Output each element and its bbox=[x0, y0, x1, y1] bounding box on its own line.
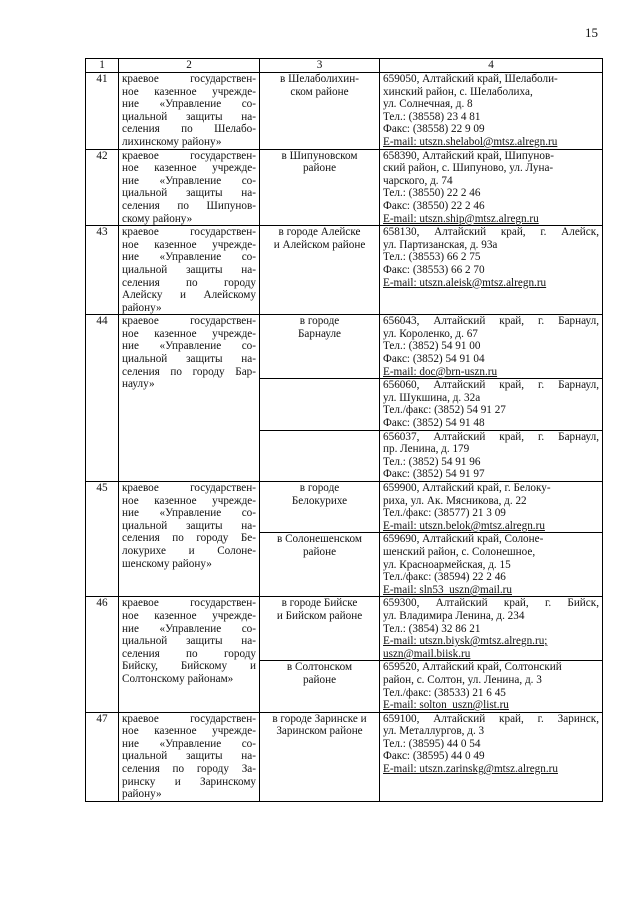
row-number: 43 bbox=[86, 226, 119, 315]
district-line: Заринском районе bbox=[276, 725, 363, 738]
email-link[interactable]: E-mail: utszn.zarinskg@mtsz.alregn.ru bbox=[383, 763, 558, 776]
organization-line: скому району» bbox=[122, 212, 193, 225]
table-row bbox=[86, 482, 603, 533]
organization-line: селения по городу Бар- bbox=[122, 365, 256, 378]
row-number: 47 bbox=[86, 712, 119, 801]
district-cell bbox=[260, 597, 380, 661]
row-number: 46 bbox=[86, 597, 119, 712]
organization-line: циальной защиты на- bbox=[122, 263, 256, 276]
address-line: ул. Солнечная, д. 8 bbox=[383, 98, 473, 111]
organization-line: селения по городу За- bbox=[122, 763, 256, 776]
address-line: хинский район, с. Шелаболиха, bbox=[383, 85, 533, 98]
address-line: 656037, Алтайский край, г. Барнаул, bbox=[383, 430, 599, 443]
table-body bbox=[86, 73, 603, 802]
organization-line: району» bbox=[122, 301, 162, 314]
organization-line: циальной защиты на- bbox=[122, 187, 256, 200]
address-line: Факс: (3852) 54 91 48 bbox=[383, 417, 485, 430]
organization-line: циальной защиты на- bbox=[122, 635, 256, 648]
organization-line: ние «Управление со- bbox=[122, 622, 256, 635]
address-line: 659050, Алтайский край, Шелаболи- bbox=[383, 73, 558, 85]
district-line: в Солтонском bbox=[286, 661, 353, 674]
email-link[interactable]: uszn@mail.biisk.ru bbox=[383, 647, 471, 660]
address-cell bbox=[380, 482, 603, 533]
organization-line: ное казенное учрежде- bbox=[122, 238, 256, 251]
organization-line: ное казенное учрежде- bbox=[122, 85, 256, 98]
email-link[interactable]: E-mail: sln53_uszn@mail.ru bbox=[383, 583, 512, 596]
address-line: 656043, Алтайский край, г. Барнаул, bbox=[383, 315, 599, 328]
column-header: 3 bbox=[260, 59, 380, 73]
address-line: 658130, Алтайский край, г. Алейск, bbox=[383, 226, 599, 239]
address-cell bbox=[380, 661, 603, 712]
page-number: 15 bbox=[585, 25, 598, 40]
district-line: районе bbox=[302, 545, 337, 558]
table-row bbox=[86, 73, 603, 150]
address-line: Тел.: (3854) 32 86 21 bbox=[383, 622, 481, 635]
organization-line: циальной защиты на- bbox=[122, 110, 256, 123]
organization-line: селения по городу bbox=[122, 647, 256, 660]
district-line: в городе Алейске bbox=[278, 226, 361, 239]
district-line: в городе Заринске и bbox=[272, 712, 367, 725]
organization-name bbox=[119, 226, 260, 315]
district-cell bbox=[260, 315, 380, 379]
header-row bbox=[86, 59, 603, 73]
address-line: ул. Владимира Ленина, д. 234 bbox=[383, 609, 525, 622]
address-line: Тел.: (38550) 22 2 46 bbox=[383, 187, 481, 200]
district-cell bbox=[260, 661, 380, 712]
address-line: Тел.: (38558) 23 4 81 bbox=[383, 110, 481, 123]
organization-line: Солтонскому районам» bbox=[122, 672, 234, 685]
address-cell bbox=[380, 73, 603, 150]
organization-line: селения по Шелабо- bbox=[122, 123, 256, 136]
address-line: Тел.: (3852) 54 91 96 bbox=[383, 455, 481, 468]
organization-line: ное казенное учрежде- bbox=[122, 725, 256, 738]
organization-line: ние «Управление со- bbox=[122, 737, 256, 750]
organization-line: ринску и Заринскому bbox=[122, 775, 256, 788]
district-cell bbox=[260, 712, 380, 801]
organization-line: циальной защиты на- bbox=[122, 519, 256, 532]
address-cell bbox=[380, 149, 603, 226]
address-line: Факс: (3852) 54 91 97 bbox=[383, 468, 485, 481]
row-number: 44 bbox=[86, 315, 119, 482]
email-link[interactable]: E-mail: solton_uszn@list.ru bbox=[383, 699, 509, 712]
email-link[interactable]: E-mail: utszn.aleisk@mtsz.alregn.ru bbox=[383, 276, 547, 289]
address-line: Тел./факс: (38533) 21 6 45 bbox=[383, 686, 506, 699]
district-line: ском районе bbox=[290, 85, 349, 98]
address-line: шенский район, с. Солонешное, bbox=[383, 545, 536, 558]
address-line: Тел.: (38595) 44 0 54 bbox=[383, 737, 481, 750]
row-number: 42 bbox=[86, 149, 119, 226]
district-line: районе bbox=[302, 162, 337, 175]
organization-line: ние «Управление со- bbox=[122, 98, 256, 111]
organization-name bbox=[119, 315, 260, 482]
organization-line: циальной защиты на- bbox=[122, 353, 256, 366]
district-line: Барнауле bbox=[297, 327, 342, 340]
address-line: 659900, Алтайский край, г. Белоку- bbox=[383, 482, 551, 494]
organization-line: шенскому району» bbox=[122, 557, 212, 570]
organization-line: ние «Управление со- bbox=[122, 340, 256, 353]
organization-line: селения по городу bbox=[122, 276, 256, 289]
address-line: пр. Ленина, д. 179 bbox=[383, 443, 470, 456]
address-cell bbox=[380, 315, 603, 379]
organization-line: ное казенное учрежде- bbox=[122, 162, 256, 175]
address-line: ул. Короленко, д. 67 bbox=[383, 327, 478, 340]
address-line: 656060, Алтайский край, г. Барнаул, bbox=[383, 379, 599, 392]
address-line: Тел./факс: (38577) 21 3 09 bbox=[383, 507, 506, 520]
address-cell bbox=[380, 430, 603, 481]
organization-line: краевое государствен- bbox=[122, 315, 256, 328]
address-line: чарского, д. 74 bbox=[383, 174, 453, 187]
email-link[interactable]: E-mail: doc@brn-uszn.ru bbox=[383, 365, 498, 378]
address-cell bbox=[380, 533, 603, 597]
organization-line: ние «Управление со- bbox=[122, 251, 256, 264]
organization-line: краевое государствен- bbox=[122, 73, 256, 85]
address-cell bbox=[380, 712, 603, 801]
district-cell bbox=[260, 226, 380, 315]
address-line: Факс: (3852) 54 91 04 bbox=[383, 353, 485, 366]
organization-name bbox=[119, 712, 260, 801]
district-line: в Шипуновском bbox=[281, 149, 358, 162]
address-line: Тел.: (38553) 66 2 75 bbox=[383, 251, 481, 264]
organization-line: ное казенное учрежде- bbox=[122, 327, 256, 340]
district-cell bbox=[260, 482, 380, 533]
row-number: 41 bbox=[86, 73, 119, 150]
district-cell bbox=[260, 430, 380, 481]
address-line: ский район, с. Шипуново, ул. Луна- bbox=[383, 162, 554, 175]
table-row bbox=[86, 149, 603, 226]
table-row bbox=[86, 226, 603, 315]
district-line: в городе Бийске bbox=[281, 597, 358, 610]
address-line: 658390, Алтайский край, Шипунов- bbox=[383, 149, 554, 162]
address-line: Тел./факс: (3852) 54 91 27 bbox=[383, 404, 506, 417]
address-line: Тел./факс: (38594) 22 2 46 bbox=[383, 571, 506, 584]
address-line: риха, ул. Ак. Мясникова, д. 22 bbox=[383, 494, 527, 507]
row-number: 45 bbox=[86, 482, 119, 597]
table-row bbox=[86, 712, 603, 801]
district-line: в Шелаболихин- bbox=[280, 73, 359, 85]
email-link[interactable]: E-mail: utszn.ship@mtsz.alregn.ru bbox=[383, 212, 539, 225]
column-header: 2 bbox=[119, 59, 260, 73]
organization-line: краевое государствен- bbox=[122, 149, 256, 162]
email-link[interactable]: E-mail: utszn.biysk@mtsz.alregn.ru; bbox=[383, 635, 548, 648]
organization-line: району» bbox=[122, 788, 162, 801]
organization-line: селения по Шипунов- bbox=[122, 199, 256, 212]
district-cell bbox=[260, 73, 380, 150]
email-link[interactable]: E-mail: utszn.shelabol@mtsz.alregn.ru bbox=[383, 135, 558, 148]
district-line: в Солонешенском bbox=[277, 533, 362, 546]
table-row bbox=[86, 597, 603, 661]
address-line: Факс: (38553) 66 2 70 bbox=[383, 263, 485, 276]
address-line: 659100, Алтайский край, г. Заринск, bbox=[383, 712, 599, 725]
organization-line: краевое государствен- bbox=[122, 712, 256, 725]
organization-line: краевое государствен- bbox=[122, 597, 256, 610]
district-line: Белокурихе bbox=[291, 494, 348, 507]
organization-name bbox=[119, 149, 260, 226]
organization-line: циальной защиты на- bbox=[122, 750, 256, 763]
email-link[interactable]: E-mail: utszn.belok@mtsz.alregn.ru bbox=[383, 519, 545, 532]
address-line: ул. Металлургов, д. 3 bbox=[383, 725, 485, 738]
district-line: в городе bbox=[299, 482, 340, 494]
table-row bbox=[86, 315, 603, 379]
organization-line: краевое государствен- bbox=[122, 482, 256, 494]
district-line: в городе bbox=[299, 315, 340, 328]
organization-name bbox=[119, 597, 260, 712]
organization-line: ние «Управление со- bbox=[122, 507, 256, 520]
organization-line: Алейску и Алейскому bbox=[122, 289, 256, 302]
registry-table bbox=[85, 58, 603, 802]
organization-line: Бийску, Бийскому и bbox=[122, 660, 256, 673]
address-line: район, с. Солтон, ул. Ленина, д. 3 bbox=[383, 673, 542, 686]
address-cell bbox=[380, 226, 603, 315]
organization-name bbox=[119, 482, 260, 597]
organization-name bbox=[119, 73, 260, 150]
organization-line: ние «Управление со- bbox=[122, 174, 256, 187]
address-line: ул. Красноармейская, д. 15 bbox=[383, 558, 511, 571]
address-line: Факс: (38550) 22 2 46 bbox=[383, 199, 485, 212]
address-line: 659690, Алтайский край, Солоне- bbox=[383, 533, 544, 546]
address-cell bbox=[380, 597, 603, 661]
organization-line: краевое государствен- bbox=[122, 226, 256, 239]
district-line: и Алейском районе bbox=[273, 238, 366, 251]
district-line: районе bbox=[302, 673, 337, 686]
organization-line: ное казенное учрежде- bbox=[122, 494, 256, 507]
organization-line: наулу» bbox=[122, 378, 155, 391]
address-cell bbox=[380, 379, 603, 430]
address-line: ул. Партизанская, д. 93а bbox=[383, 238, 498, 251]
district-cell bbox=[260, 379, 380, 430]
district-cell bbox=[260, 149, 380, 226]
address-line: 659300, Алтайский край, г. Бийск, bbox=[383, 597, 599, 610]
organization-line: селения по городу Бе- bbox=[122, 532, 256, 545]
address-line: 659520, Алтайский край, Солтонский bbox=[383, 661, 562, 674]
column-header: 1 bbox=[86, 59, 119, 73]
address-line: Тел.: (3852) 54 91 00 bbox=[383, 340, 481, 353]
organization-line: локурихе и Солоне- bbox=[122, 544, 256, 557]
district-cell bbox=[260, 533, 380, 597]
district-line: и Бийском районе bbox=[276, 609, 363, 622]
organization-line: ное казенное учрежде- bbox=[122, 609, 256, 622]
column-header: 4 bbox=[380, 59, 603, 73]
address-line: ул. Шукшина, д. 32а bbox=[383, 391, 481, 404]
address-line: Факс: (38558) 22 9 09 bbox=[383, 123, 485, 136]
organization-line: лихинскому району» bbox=[122, 135, 222, 148]
address-line: Факс: (38595) 44 0 49 bbox=[383, 750, 485, 763]
